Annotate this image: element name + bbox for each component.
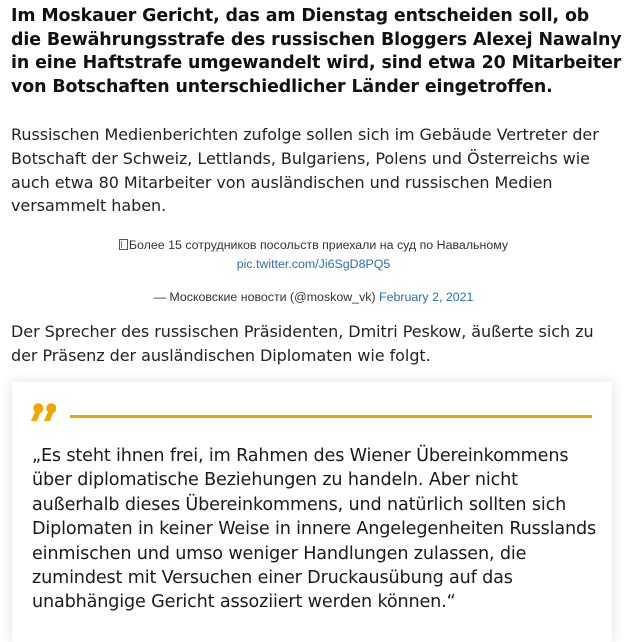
quote-divider <box>70 415 592 418</box>
tweet-attribution-line <box>0 288 627 307</box>
flag-icon <box>119 239 128 250</box>
tweet-text: Более 15 сотрудников посольств приехали на суд по Навальному <box>128 238 509 252</box>
embedded-tweet <box>0 236 627 307</box>
quote-block <box>12 382 612 642</box>
tweet-date-link[interactable]: February 2, 2021 <box>379 290 474 304</box>
tweet-media-link[interactable]: pic.twitter.com/Ji6SgD8PQ5 <box>236 257 391 271</box>
article-paragraph: Russischen Medienberichten zufolge sollen sich im Gebäude Vertreter der Botschaft der Schweiz, Lettlands, Bulgariens, Polens und Österreichs wie auch etwa 80 Mitarbeiter von ausländischen und russischen Medien versammelt haben. <box>11 125 599 216</box>
quote-icon <box>30 401 56 423</box>
tweet-author: — Московские новости (@moskow_vk) <box>153 290 376 304</box>
quote-text: „Es steht ihnen frei, im Rahmen des Wiener Übereinkommens über diplomatische Beziehungen zu handeln. Aber nicht außerhalb dieses Übereinkommens, und natürlich sollten sich Diplomaten in keiner Weise in innere Angelegenheiten Russlands einmischen und umso weniger Handlungen zulassen, die zumindest mit Versuchen einer Druckausübung auf das unabhängige Gericht assoziiert werden können.“ <box>32 446 597 613</box>
article-lead: Im Moskauer Gericht, das am Dienstag entscheiden soll, ob die Bewährungsstrafe des russischen Bloggers Alexej Nawalny in eine Haftstrafe umgewandelt wird, sind etwa 20 Mitarbeiter von Botschaften unterschiedlicher Länder eingetroffen. <box>11 6 622 97</box>
tweet-text-line <box>0 236 627 255</box>
article-paragraph: Der Sprecher des russischen Präsidenten, Dmitri Peskow, äußerte sich zu der Präsenz der ausländischen Diplomaten wie folgt. <box>11 322 594 365</box>
